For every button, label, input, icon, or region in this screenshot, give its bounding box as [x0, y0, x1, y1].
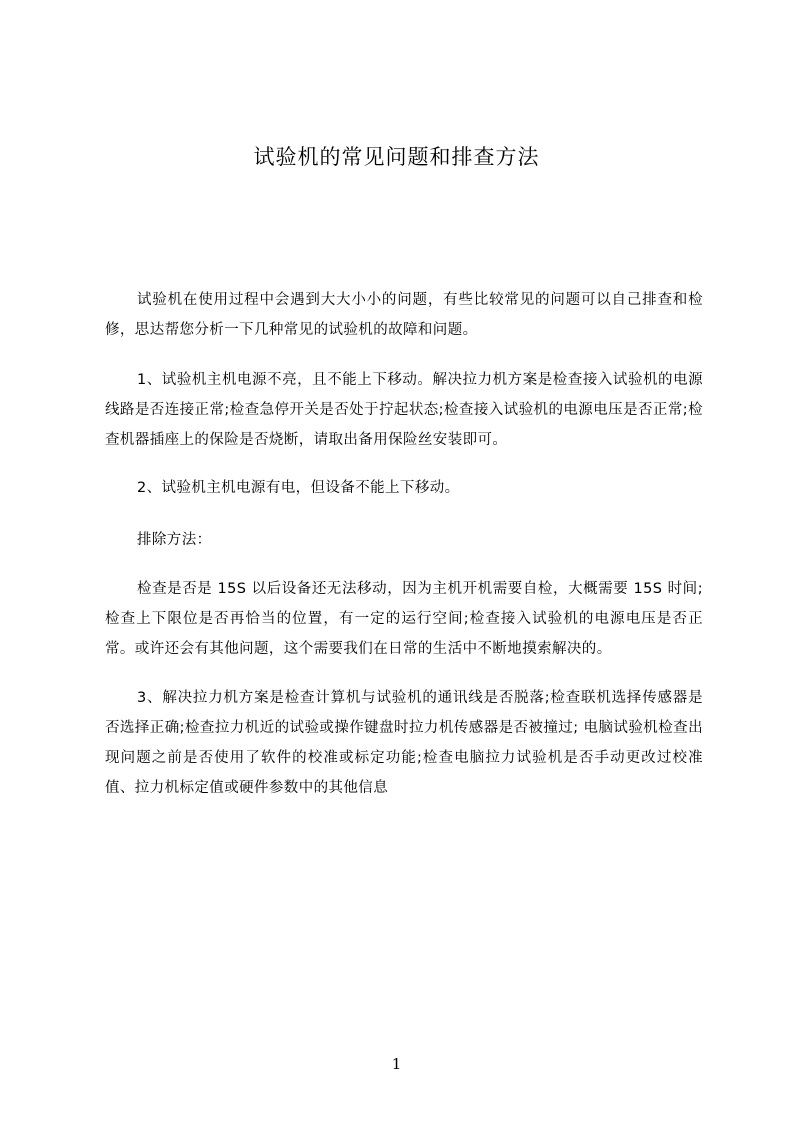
document-title: 试验机的常见问题和排查方法 — [253, 145, 540, 169]
paragraph-issue-1: 1、试验机主机电源不亮，且不能上下移动。解决拉力机方案是检查接入试验机的电源线路是否连接正常;检查急停开关是否处于拧起状态;检查接入试验机的电源电压是否正常;检查机器插座上的保险是否烧断，请取出备用保险丝安装即可。 — [105, 372, 703, 448]
paragraph-solution-heading: 排除方法： — [137, 532, 212, 548]
paragraph-issue-3: 3、解决拉力机方案是检查计算机与试验机的通讯线是否脱落;检查联机选择传感器是否选择正确;检查拉力机近的试验或操作键盘时拉力机传感器是否被撞过; 电脑试验机检查出现问题之前是否使用了软件的校准或标定功能;检查电脑拉力试验机是否手动更改过校准值、拉力机标定值或硬件参数中的其他信息 — [105, 690, 703, 796]
paragraph-solution-body: 检查是否是 15S 以后设备还无法移动，因为主机开机需要自检，大概需要 15S 时间;检查上下限位是否再恰当的位置，有一定的运行空间;检查接入试验机的电源电压是否正常。或许还会有其他问题，这个需要我们在日常的生活中不断地摸索解决的。 — [105, 581, 704, 657]
paragraph-intro: 试验机在使用过程中会遇到大大小小的问题，有些比较常见的问题可以自己排查和检修，思达帮您分析一下几种常见的试验机的故障和问题。 — [105, 292, 703, 338]
paragraph-issue-2: 2、试验机主机电源有电，但设备不能上下移动。 — [137, 480, 460, 496]
page-number: 1 — [391, 1055, 402, 1073]
